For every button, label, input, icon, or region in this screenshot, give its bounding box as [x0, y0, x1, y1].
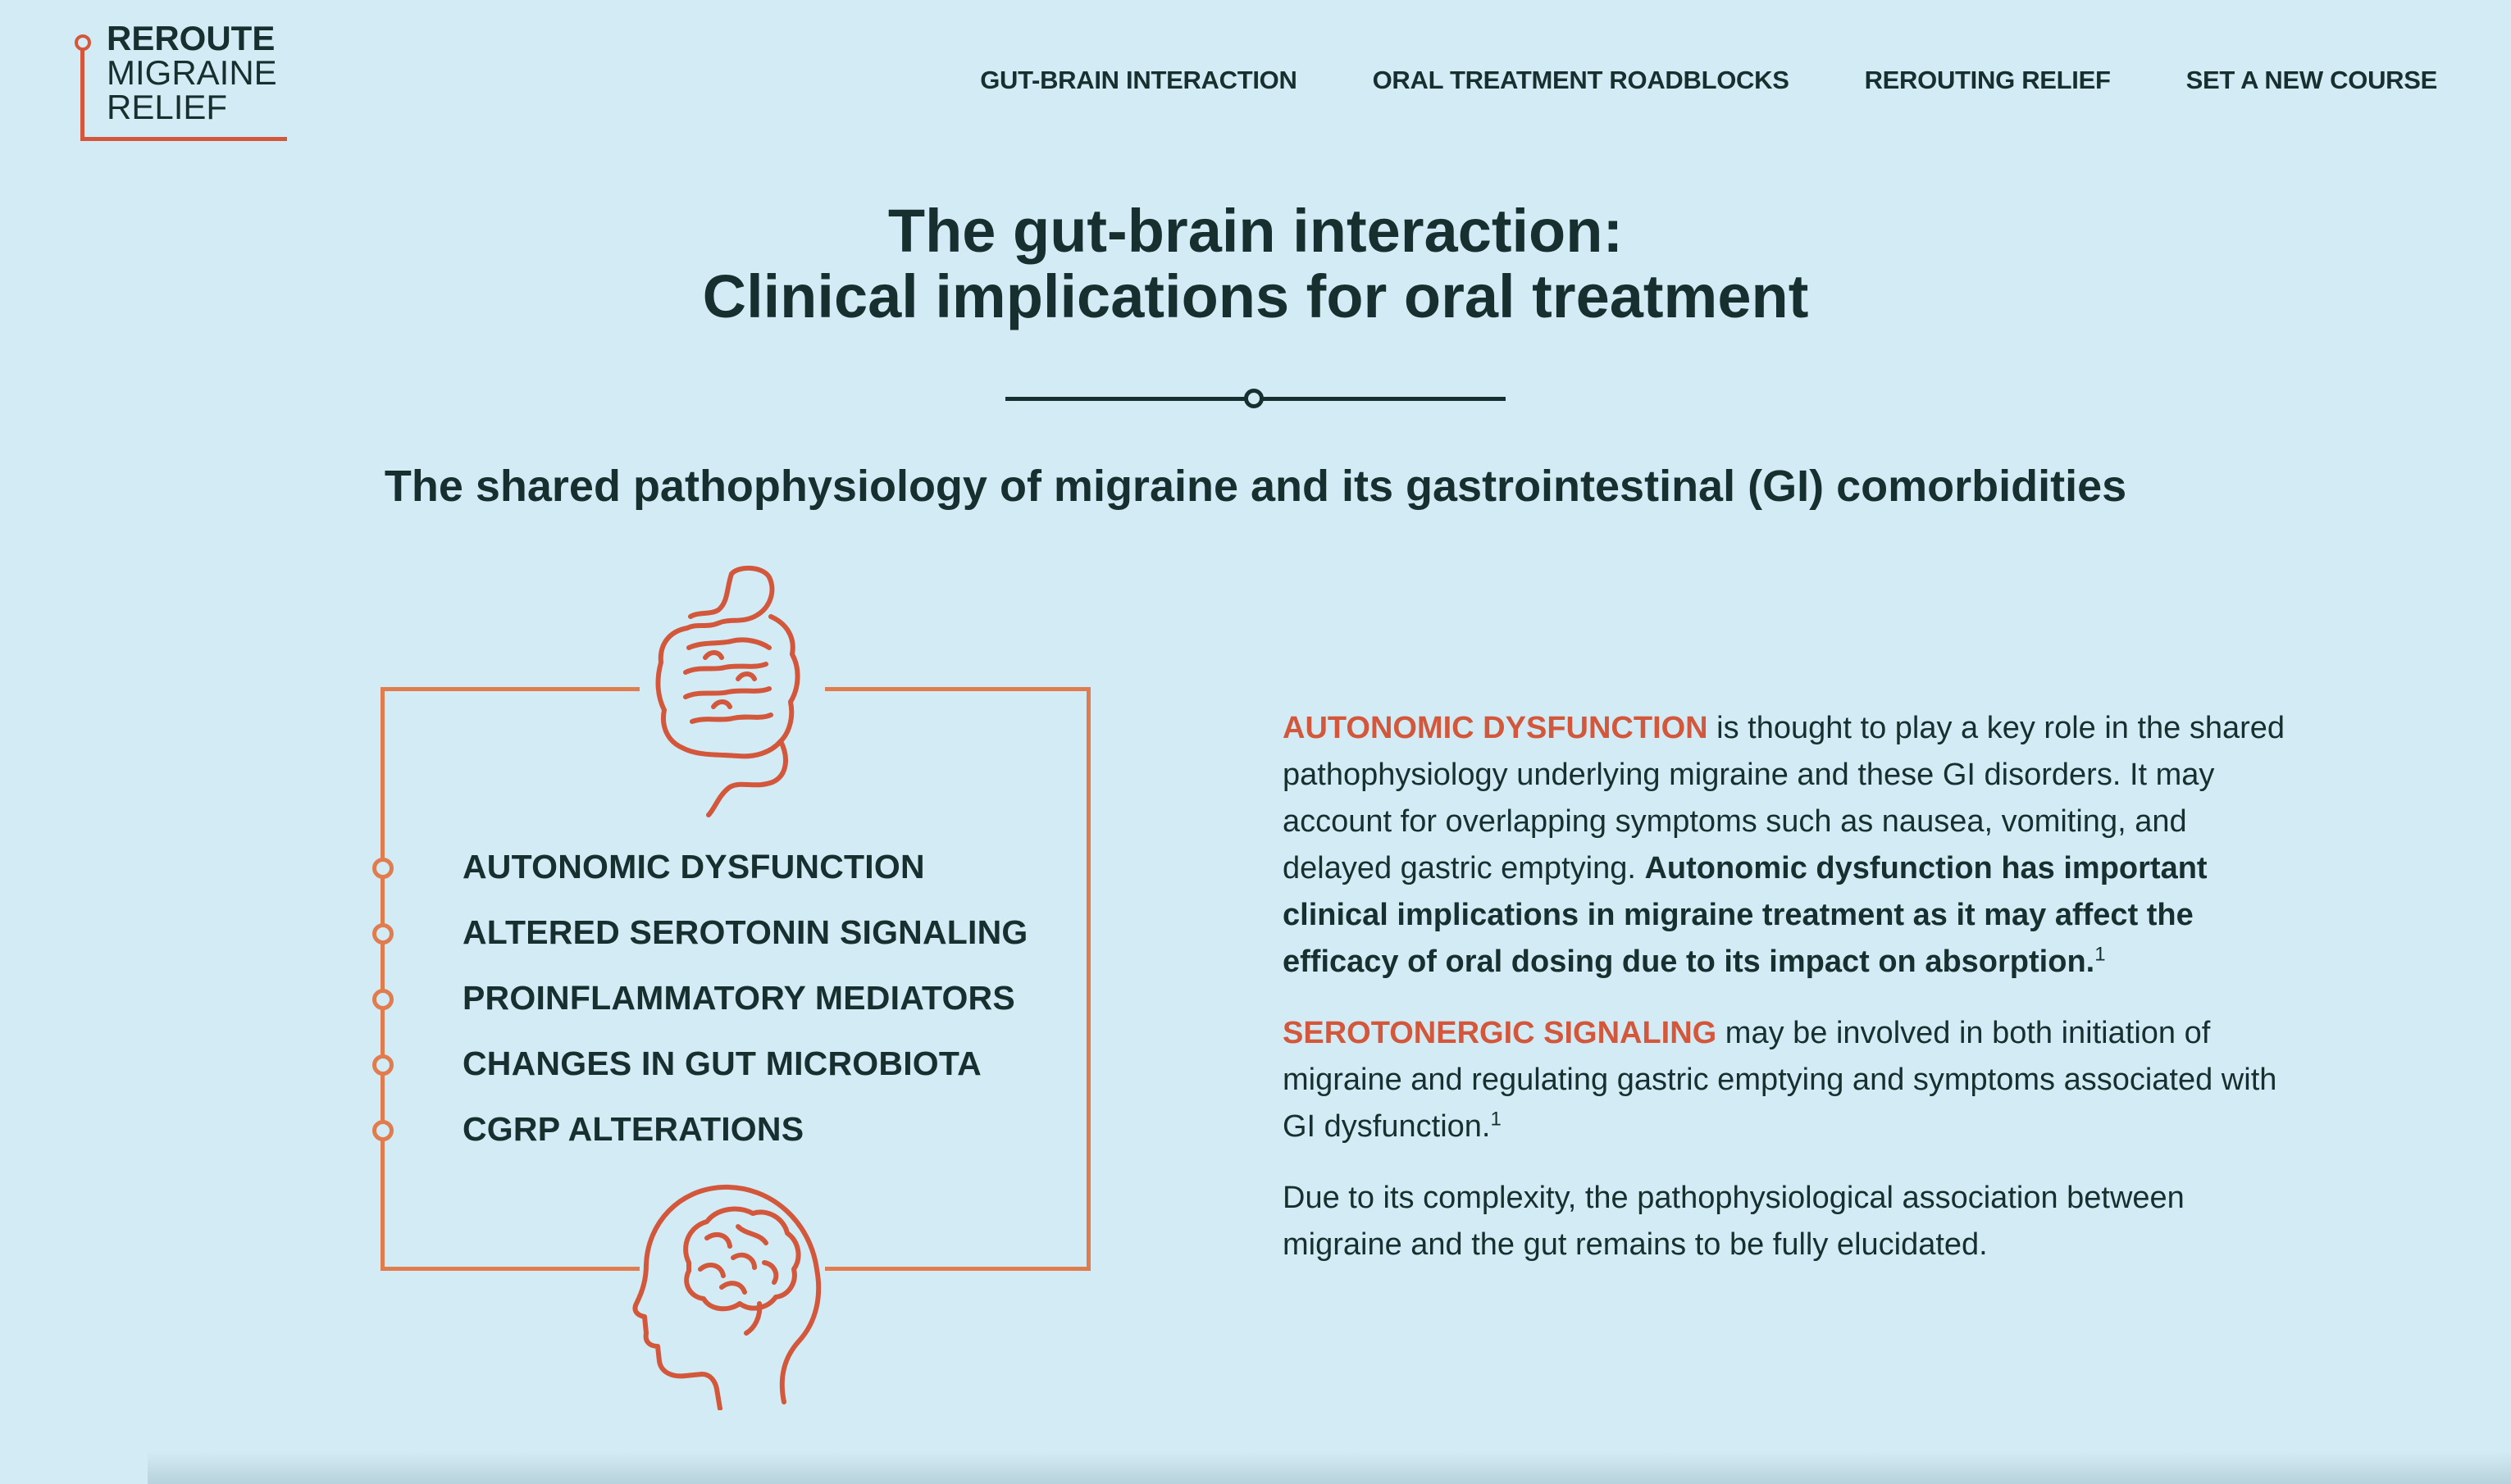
factor-label: CHANGES IN GUT MICROBIOTA — [463, 1045, 982, 1082]
nav-set-a-new-course[interactable]: SET A NEW COURSE — [2185, 66, 2437, 94]
paragraph-text: may be involved in both initiation of migraine and regulating gastric emptying and symptoms associated with GI dysfunction. — [1283, 1016, 2277, 1144]
list-item — [361, 836, 1099, 902]
paragraph-text: is thought to play a key role in the shared pathophysiology underlying migraine and these GI disorders. It may account for overlapping symptoms such as nausea, vomiting, and delayed gastric emptying. — [1283, 711, 2285, 885]
logo-line-1: REROUTE — [107, 19, 276, 57]
page-title-line-1: The gut-brain interaction: — [887, 197, 1624, 265]
reference-marker[interactable]: 1 — [2094, 943, 2106, 966]
paragraph-complexity — [1283, 1175, 2291, 1268]
highlight-autonomic-dysfunction: AUTONOMIC DYSFUNCTION — [1283, 711, 1708, 745]
list-item — [361, 967, 1099, 1033]
gut-brain-diagram — [361, 566, 1115, 1427]
bullet-dot — [372, 923, 394, 945]
factor-label: CGRP ALTERATIONS — [463, 1110, 804, 1148]
list-item — [361, 1033, 1099, 1099]
logo-route-dot — [75, 34, 91, 51]
nav-gut-brain-interaction[interactable]: GUT-BRAIN INTERACTION — [980, 66, 1297, 94]
reference-marker[interactable]: 1 — [1490, 1108, 1502, 1131]
paragraph-autonomic — [1283, 705, 2291, 986]
list-item — [361, 1099, 1099, 1164]
highlight-serotonergic-signaling: SEROTONERGIC SIGNALING — [1283, 1016, 1717, 1050]
bullet-dot — [372, 858, 394, 879]
body-copy — [1283, 705, 2291, 1293]
page-title-line-2: Clinical implications for oral treatment — [702, 262, 1809, 330]
nav-rerouting-relief[interactable]: REROUTING RELIEF — [1864, 66, 2111, 94]
bullet-dot — [372, 989, 394, 1010]
logo-route-line-horizontal — [80, 137, 287, 141]
factor-label: AUTONOMIC DYSFUNCTION — [463, 848, 925, 885]
section-subtitle: The shared pathophysiology of migraine and its gastrointestinal (GI) comorbidities — [384, 462, 2127, 511]
paragraph-bold-text: Autonomic dysfunction has important clinical implications in migraine treatment as it may affect the efficacy of oral dosing due to its impact on absorption. — [1283, 851, 2208, 979]
divider-dot — [1244, 389, 1264, 408]
page-title — [0, 198, 2511, 330]
factor-label: ALTERED SEROTONIN SIGNALING — [463, 913, 1028, 951]
main-nav — [980, 66, 2437, 95]
nav-oral-treatment-roadblocks[interactable]: ORAL TREATMENT ROADBLOCKS — [1372, 66, 1789, 94]
logo-wordmark — [107, 21, 277, 125]
intestine-icon — [640, 566, 825, 820]
bullet-dot — [372, 1054, 394, 1076]
paragraph-text: Due to its complexity, the pathophysiological association between migraine and the gut remains to be fully elucidated. — [1283, 1181, 2185, 1262]
logo-line-2: MIGRAINE — [107, 53, 277, 92]
title-divider — [1005, 390, 1506, 407]
content-card-edge — [148, 1451, 2511, 1484]
paragraph-serotonergic — [1283, 1010, 2291, 1150]
head-brain-icon — [631, 1172, 828, 1410]
bullet-dot — [372, 1120, 394, 1141]
factor-label: PROINFLAMMATORY MEDIATORS — [463, 979, 1015, 1017]
brand-logo[interactable] — [72, 21, 294, 144]
list-item — [361, 902, 1099, 967]
logo-line-3: RELIEF — [107, 88, 228, 126]
logo-route-line-vertical — [80, 39, 84, 141]
factor-list — [361, 836, 1099, 1164]
